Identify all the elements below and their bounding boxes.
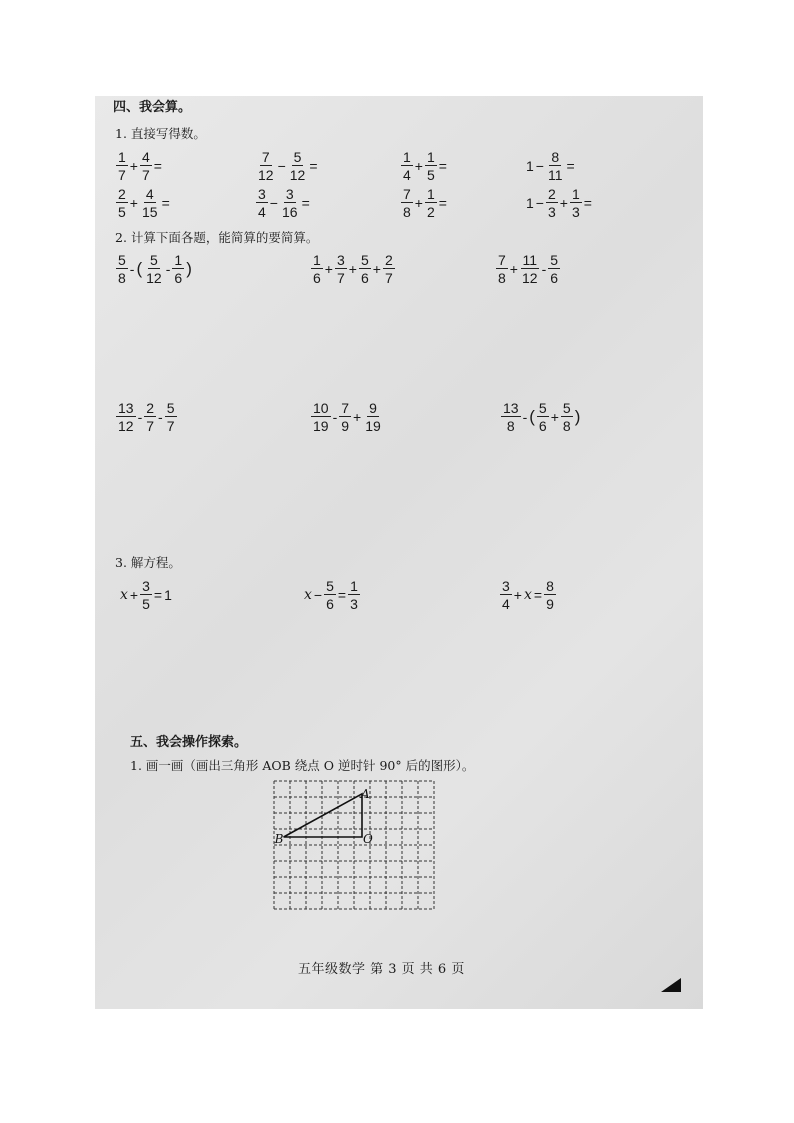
fraction [359,253,371,285]
numerator: 7 [341,400,350,416]
fraction [401,150,413,182]
fraction [570,187,582,219]
corner-triangle-mark [661,978,681,994]
section-5-title: 五、我会操作探索。 [130,735,248,750]
denominator: 4 [502,596,510,612]
numerator: 8 [546,578,554,594]
numerator: 3 [502,578,510,594]
denominator: 7 [384,270,393,286]
numerator: 1 [426,149,435,165]
operator: = [438,195,447,211]
operator: - [541,261,547,277]
fraction [144,253,164,285]
fraction [172,253,184,285]
operator: + [129,587,139,603]
denominator: 7 [141,167,150,183]
denominator: 6 [360,270,369,286]
operator: − [277,158,286,174]
direct-problem-7 [400,187,448,219]
operator: - [332,409,338,425]
denominator: 7 [166,418,175,434]
triangle-aob [284,794,362,837]
denominator: 12 [521,270,538,286]
numerator: 4 [145,186,154,202]
direct-problem-5 [115,187,171,219]
operator: - [165,261,171,277]
drawing-task-title: 1. 画一画（画出三角形 AOB 绕点 O 逆时针 90° 后的图形）。 [130,758,475,773]
fraction [116,401,136,433]
operator: + [513,587,522,603]
operator: - [158,409,163,425]
operator: = [337,587,347,603]
denominator: 6 [313,270,321,286]
fraction [363,401,383,433]
vertex-label-b: B [274,832,284,846]
fraction [501,401,521,433]
operator: - [137,409,143,425]
numerator: 1 [313,252,321,268]
operator: = [161,195,170,211]
fraction [335,253,347,285]
numerator: 1 [403,149,411,165]
numerator: 1 [118,149,126,165]
operator: − [269,195,278,211]
number: 1 [526,195,534,211]
denominator: 16 [281,204,298,220]
calc-problem-5 [310,401,384,433]
denominator: 12 [146,270,162,286]
numerator: 5 [150,252,158,268]
numerator: 5 [550,252,559,268]
numerator: 7 [403,186,411,202]
numerator: 11 [522,252,538,268]
drawing-grid[interactable] [273,780,435,910]
operator: = [153,587,163,603]
fraction [537,401,549,433]
fraction [116,253,128,285]
operator: = [438,158,447,174]
fraction [311,253,323,285]
numerator: 1 [350,578,358,594]
numerator: 5 [360,252,369,268]
calc-problem-3 [495,253,561,285]
numerator: 4 [141,149,150,165]
numerator: 13 [503,400,519,416]
vertex-label-o: O [363,832,373,846]
numerator: 10 [313,400,329,416]
direct-problem-6 [255,187,311,219]
page-footer: 五年级数学 第 3 页 共 6 页 [298,962,465,977]
parenthesis: ( [529,407,535,426]
numerator: 1 [571,186,580,202]
denominator: 5 [142,596,150,612]
denominator: 4 [258,204,266,220]
calc-problem-2 [310,253,396,285]
numerator: 1 [426,186,435,202]
numerator: 13 [118,400,134,416]
numerator: 5 [166,400,175,416]
denominator: 12 [118,418,134,434]
direct-problem-3 [400,150,448,182]
fraction [256,150,276,182]
numerator: 3 [336,252,345,268]
fraction [116,150,128,182]
fraction [546,187,558,219]
fraction [383,253,395,285]
operator: + [550,409,559,425]
fraction [140,187,160,219]
operator: = [309,158,318,174]
equation-1 [119,579,173,611]
numerator: 3 [142,578,150,594]
fraction [496,253,508,285]
part-3-title: 3. 解方程。 [115,555,181,570]
numerator: 3 [285,186,294,202]
denominator: 4 [403,167,411,183]
denominator: 12 [289,167,306,183]
denominator: 11 [547,167,563,183]
numerator: 5 [326,578,334,594]
numerator: 7 [498,252,506,268]
denominator: 7 [336,270,345,286]
fraction [288,150,308,182]
denominator: 8 [403,204,411,220]
denominator: 3 [350,596,358,612]
direct-problem-4 [525,150,576,182]
variable: x [120,587,128,603]
numerator: 8 [551,149,560,165]
operator: = [583,195,592,211]
equation-3 [499,579,557,611]
denominator: 7 [146,418,155,434]
fraction [311,401,331,433]
operator: + [324,261,333,277]
calc-problem-6 [500,401,581,433]
denominator: 3 [571,204,580,220]
calc-problem-1 [115,253,193,285]
fraction [425,150,437,182]
numerator: 2 [547,186,556,202]
part-1-title: 1. 直接写得数。 [115,126,206,141]
denominator: 12 [258,167,274,183]
parenthesis: ( [136,259,143,278]
denominator: 2 [426,204,435,220]
operator: + [509,261,518,277]
operator: + [372,261,381,277]
fraction [165,401,177,433]
numerator: 5 [118,252,126,268]
vertex-label-a: A [361,786,370,801]
operator: - [522,409,528,425]
denominator: 9 [546,596,554,612]
numerator: 2 [118,186,126,202]
fraction [425,187,437,219]
fraction [324,579,336,611]
numerator: 3 [258,186,266,202]
operator: − [535,195,544,211]
operator: − [313,587,323,603]
denominator: 5 [118,204,126,220]
fraction [140,579,152,611]
equation-2 [303,579,361,611]
operator: + [129,195,138,211]
number: 1 [526,158,534,174]
fraction [500,579,512,611]
operator: + [353,409,362,425]
operator: + [129,158,138,174]
denominator: 8 [118,270,126,286]
denominator: 8 [506,418,515,434]
operator: + [414,195,423,211]
denominator: 19 [365,418,381,434]
numerator: 5 [562,400,571,416]
operator: + [414,158,423,174]
fraction [116,187,128,219]
denominator: 9 [341,418,350,434]
fraction [544,579,556,611]
denominator: 7 [118,167,126,183]
fraction [348,579,360,611]
operator: = [533,587,543,603]
fraction [561,401,573,433]
exam-page [95,96,703,1009]
operator: + [348,261,357,277]
numerator: 1 [174,252,183,268]
fraction [144,401,156,433]
parenthesis: ) [186,259,192,278]
fraction [520,253,540,285]
direct-problem-2 [255,150,319,182]
denominator: 19 [313,418,329,434]
fraction [401,187,413,219]
denominator: 6 [538,418,547,434]
denominator: 3 [547,204,556,220]
fraction [280,187,300,219]
direct-problem-1 [115,150,163,182]
operator: + [559,195,568,211]
operator: − [535,158,544,174]
fraction [256,187,268,219]
fraction [339,401,351,433]
fraction [548,253,560,285]
operator: - [129,261,135,277]
denominator: 6 [326,596,334,612]
denominator: 8 [498,270,506,286]
fraction [546,150,565,182]
denominator: 6 [550,270,559,286]
denominator: 6 [174,270,183,286]
parenthesis: ) [574,407,581,426]
variable: x [523,587,532,603]
numerator: 2 [146,400,155,416]
operator: = [301,195,310,211]
part-2-title: 2. 计算下面各题，能简算的要简算。 [115,230,319,245]
direct-problem-8 [525,187,593,219]
calc-problem-4 [115,401,178,433]
operator: = [153,158,162,174]
denominator: 8 [562,418,571,434]
denominator: 5 [426,167,435,183]
fraction [140,150,152,182]
numerator: 5 [293,149,302,165]
operator: = [566,158,575,174]
number: 1 [164,587,172,603]
numerator: 9 [369,400,377,416]
numerator: 2 [384,252,393,268]
section-4-title: 四、我会算。 [113,100,192,115]
denominator: 15 [141,204,158,220]
variable: x [304,587,312,603]
numerator: 7 [261,149,270,165]
numerator: 5 [538,400,547,416]
